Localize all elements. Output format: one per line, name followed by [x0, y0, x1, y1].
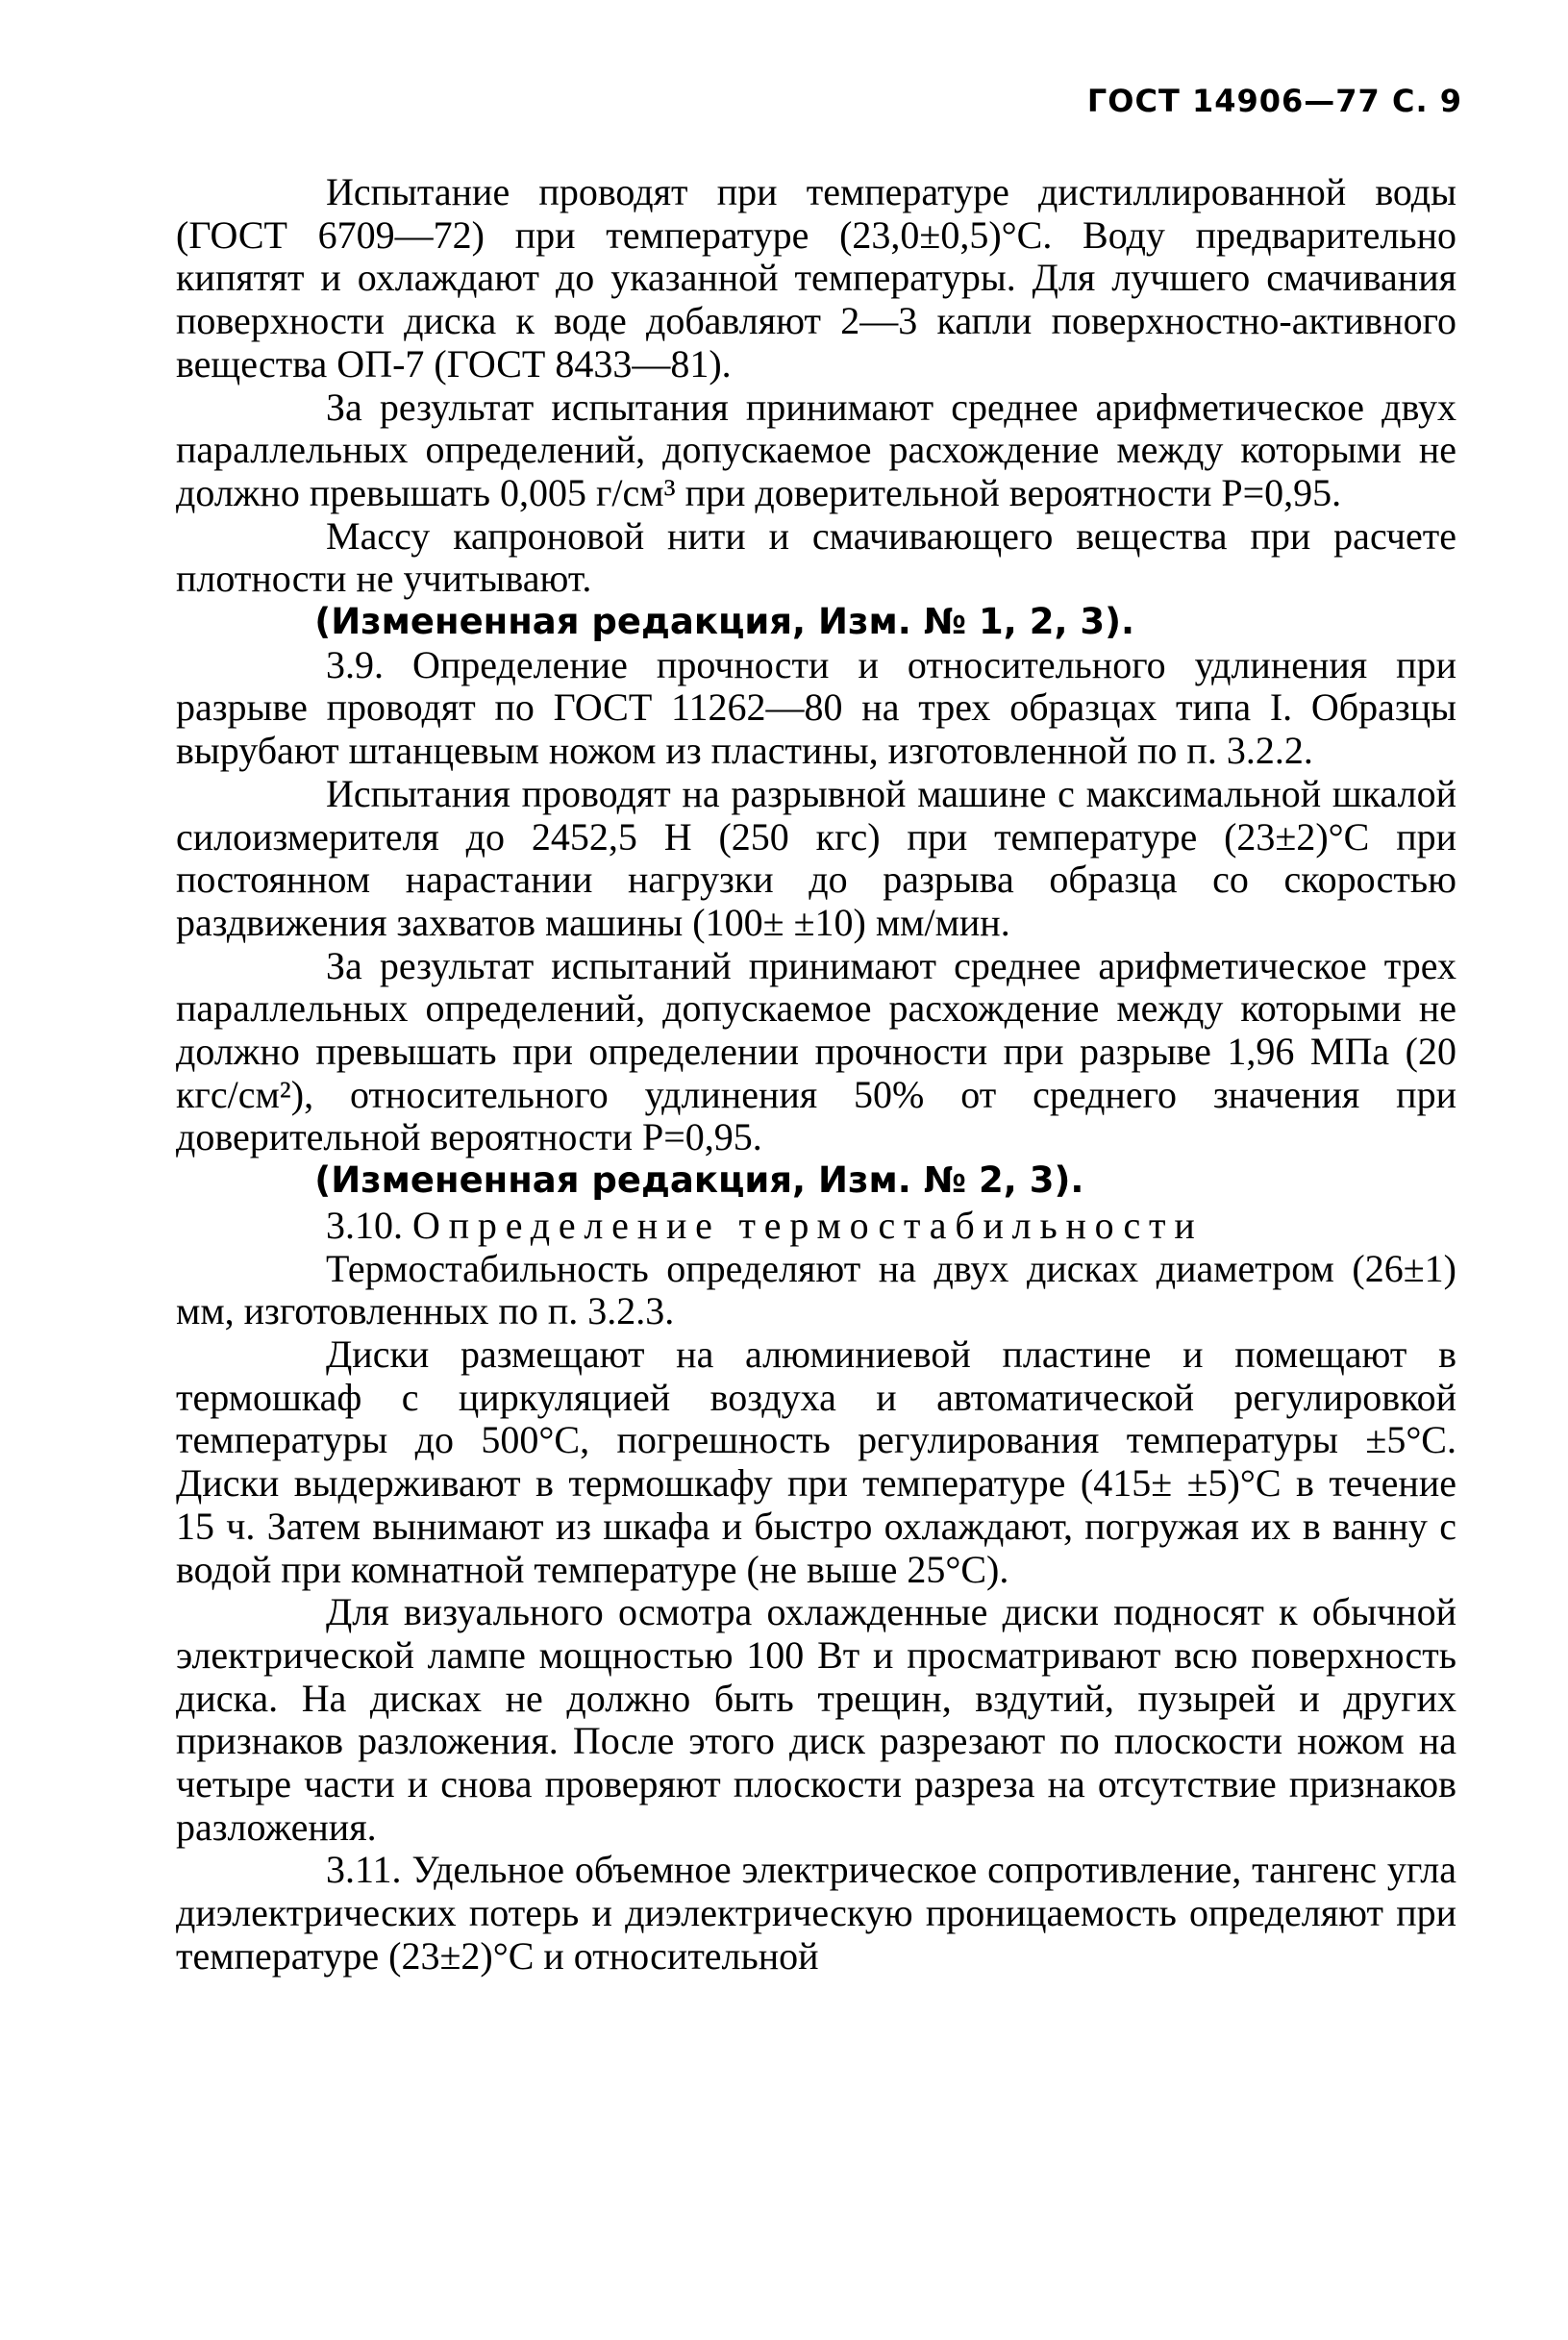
- section-number: 3.10.: [326, 1203, 403, 1247]
- paragraph: Для визуального осмотра охлажденные диски подносят к обычной электрической лампе мощностью 100 Вт и просматривают всю поверхность диска. На дисках не должно быть трещин, вздутий, пузырей и других признаков разложения. После этого диск разрезают по плоскости ножом на четыре части и снова проверяют плоскости разреза на отсутствие признаков разложения.: [176, 1590, 1456, 1849]
- section-3-10-heading: [176, 1205, 1456, 1248]
- paragraph: Массу капроновой нити и смачивающего вещества при расчете плотности не учитывают.: [176, 513, 1456, 601]
- paragraph: За результат испытания принимают среднее арифметическое двух параллельных определений, допускаемое расхождение между которыми не должно превышать 0,005 г/см³ при доверительной вероятности P=0,95.: [176, 385, 1456, 514]
- paragraph: Диски размещают на алюминиевой пластине и помещают в термошкаф с циркуляцией воздуха и автоматической регулировкой температуры до 500°С, погрешность регулирования температуры ±5°С. Диски выдерживают в термошкафу при температуре (415± ±5)°С в течение 15 ч. Затем вынимают из шкафа и быстро охлаждают, погружая их в ванну с водой при комнатной температуре (не выше 25°С).: [176, 1332, 1456, 1591]
- paragraph: За результат испытаний принимают среднее арифметическое трех параллельных определений, допускаемое расхождение между которыми не должно превышать при определении прочности при разрыве 1,96 МПа (20 кгс/см²), относительного удлинения 50% от среднего значения при доверительной вероятности P=0,95.: [176, 943, 1456, 1159]
- document-body: [176, 171, 1456, 1979]
- section-3-9-paragraph: 3.9. Определение прочности и относительного удлинения при разрыве проводят по ГОСТ 11262—80 на трех образцах типа I. Образцы вырубают штанцевым ножом из пластины, изготовленной по п. 3.2.2.: [176, 642, 1456, 773]
- paragraph: Испытание проводят при температуре дистиллированной воды (ГОСТ 6709—72) при температуре (23,0±0,5)°С. Воду предварительно кипятят и охлаждают до указанной температуры. Для лучшего смачивания поверхности диска к воде добавляют 2—3 капли поверхностно-активного вещества ОП-7 (ГОСТ 8433—81).: [176, 170, 1456, 386]
- amendment-note: (Измененная редакция, Изм. № 1, 2, 3).: [314, 601, 1135, 643]
- amendment-note: (Измененная редакция, Изм. № 2, 3).: [314, 1159, 1084, 1202]
- page-header: ГОСТ 14906—77 С. 9: [1086, 83, 1462, 119]
- paragraph: Испытания проводят на разрывной машине с максимальной шкалой силоизмерителя до 2452,5 Н (250 кгс) при температуре (23±2)°С при постоянном нарастании нагрузки до разрыва образца со скоростью раздвижения захватов машины (100± ±10) мм/мин.: [176, 771, 1456, 944]
- section-title: Определение термостабильности: [412, 1203, 1204, 1247]
- paragraph: Термостабильность определяют на двух дисках диаметром (26±1) мм, изготовленных по п. 3.2.3.: [176, 1246, 1456, 1333]
- section-3-11-paragraph: 3.11. Удельное объемное электрическое сопротивление, тангенс угла диэлектрических потерь и диэлектрическую проницаемость определяют при температуре (23±2)°С и относительной: [176, 1848, 1456, 1978]
